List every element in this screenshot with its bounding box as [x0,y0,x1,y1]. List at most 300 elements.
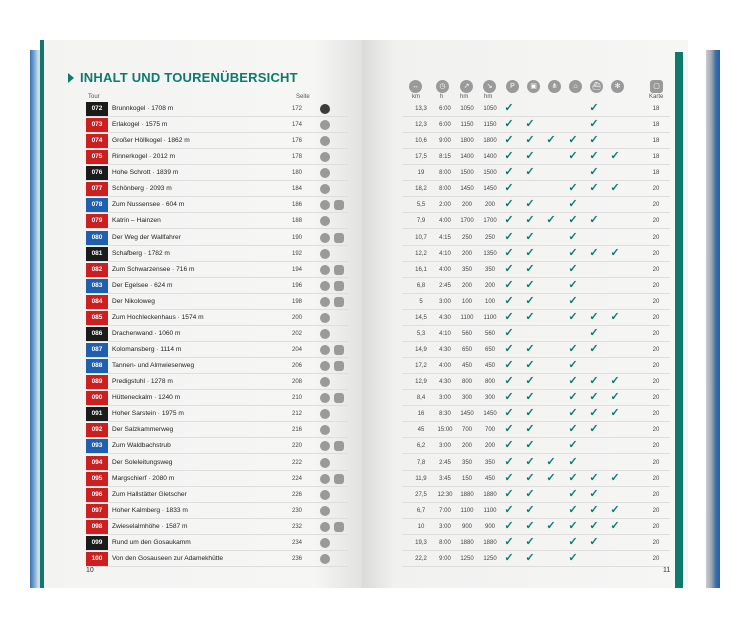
tour-number-badge: 088 [86,359,108,373]
book-edge-right [706,50,720,588]
descent-value: 1150 [483,122,497,128]
checkmark-icon: ✓ [589,102,599,114]
tour-row-left [86,407,348,422]
tour-row-right [402,134,670,149]
checkmark-icon: ✓ [525,520,535,532]
difficulty-icon [320,361,330,371]
checkmark-icon: ✓ [525,504,535,516]
tour-name: Der Weg der Wallfahrer [112,234,181,241]
tour-row-left [86,231,348,246]
duration-value: 6:00 [439,106,451,112]
checkmark-icon: ✓ [589,423,599,435]
distance-value: 14,5 [415,315,427,321]
checkmark-icon: ✓ [525,343,535,355]
distance-value: 6,2 [416,443,426,449]
checkmark-icon: ✓ [568,150,578,162]
difficulty-icon [320,506,330,516]
map-number: 20 [652,267,660,273]
ascent-value: 1880 [460,540,474,546]
checkmark-icon: ✓ [568,263,578,275]
checkmark-icon: ✓ [568,214,578,226]
checkmark-icon: ✓ [610,472,620,484]
checkmark-icon: ✓ [568,343,578,355]
checkmark-icon: ✓ [589,247,599,259]
descent-value: 1450 [483,186,497,192]
distance-value: 10,7 [415,235,427,241]
map-number: 20 [652,492,660,498]
tour-number-badge: 078 [86,198,108,212]
checkmark-icon: ✓ [525,134,535,146]
checkmark-icon: ✓ [568,407,578,419]
tour-name: Katrin – Hainzen [112,217,161,224]
ascent-value: 1100 [460,315,474,321]
checkmark-icon: ✓ [589,520,599,532]
difficulty-icon [320,120,330,130]
checkmark-icon: ✓ [504,134,514,146]
ascent-value: 700 [461,427,472,433]
tour-row-left [86,359,348,374]
ascent-value: 650 [461,347,472,353]
tour-number-badge: 077 [86,182,108,196]
descent-value: 1100 [483,508,497,514]
tour-row-right [402,279,670,294]
duration-value: 12:30 [437,492,453,498]
duration-value: 3:45 [439,476,451,482]
checkmark-icon: ✓ [568,295,578,307]
ascent-value: 300 [461,395,472,401]
tour-page-number: 180 [291,170,302,176]
checkmark-icon: ✓ [504,166,514,178]
map-number: 20 [652,524,660,530]
checkmark-icon: ✓ [546,214,556,226]
tour-name: Hoher Kalmberg · 1833 m [112,507,188,514]
clock-icon: ◷ [436,80,449,93]
tour-name: Drachenwand · 1060 m [112,330,181,337]
tour-row-left [86,166,348,181]
family-bear-icon [334,265,344,275]
map-number: 18 [652,106,660,112]
map-number: 18 [652,138,660,144]
distance-value: 19 [417,170,425,176]
tour-row-right [402,456,670,471]
tour-name: Von den Gosauseen zur Adamekhütte [112,555,224,562]
tour-number-badge: 086 [86,327,108,341]
ascent-value: 1800 [460,138,474,144]
tour-row-right [402,343,670,358]
tour-number-badge: 087 [86,343,108,357]
checkmark-icon: ✓ [546,472,556,484]
tour-number-badge: 100 [86,552,108,566]
difficulty-icon [320,522,330,532]
tour-name: Zum Nussensee · 604 m [112,201,185,208]
map-number: 20 [652,476,660,482]
tour-row-left [86,391,348,406]
duration-value: 8:00 [439,186,451,192]
tour-name: Zum Hallstätter Gletscher [112,491,187,498]
tour-row-left [86,327,348,342]
hm-up-header: hm [460,94,469,100]
checkmark-icon: ✓ [589,182,599,194]
family-bear-icon [334,233,344,243]
tour-row-left [86,504,348,519]
checkmark-icon: ✓ [504,118,514,130]
tour-row-right [402,504,670,519]
checkmark-icon: ✓ [504,407,514,419]
map-number: 20 [652,218,660,224]
difficulty-icon [320,474,330,484]
checkmark-icon: ✓ [589,134,599,146]
tour-page-number: 234 [291,540,302,546]
tour-row-right [402,166,670,181]
distance-value: 12,3 [415,122,427,128]
checkmark-icon: ✓ [568,182,578,194]
duration-value: 4:00 [439,267,451,273]
tour-row-right [402,214,670,229]
descent-value: 100 [484,299,495,305]
distance-value: 11,9 [415,476,427,482]
difficulty-icon [320,184,330,194]
tour-page-number: 200 [291,315,302,321]
tour-row-left [86,102,348,117]
difficulty-icon [320,490,330,500]
duration-value: 4:30 [439,315,451,321]
h-header: h [440,94,444,100]
tour-row-right [402,102,670,117]
tour-page-number: 190 [291,235,302,241]
difficulty-icon [320,538,330,548]
duration-value: 3:00 [439,443,451,449]
tour-number-badge: 085 [86,311,108,325]
tour-row-right [402,488,670,503]
difficulty-icon [320,281,330,291]
tour-page-number: 186 [291,202,302,208]
descent-value: 1880 [483,492,497,498]
difficulty-dark-icon [320,104,330,114]
tour-row-left [86,488,348,503]
duration-value: 4:15 [439,235,451,241]
km-header: km [412,94,420,100]
checkmark-icon: ✓ [504,439,514,451]
checkmark-icon: ✓ [525,118,535,130]
checkmark-icon: ✓ [589,327,599,339]
tour-number-badge: 072 [86,102,108,116]
tour-name: Rund um den Gosaukamm [112,539,191,546]
checkmark-icon: ✓ [589,472,599,484]
descent-value: 350 [484,460,495,466]
ascent-value: 1100 [460,508,474,514]
descent-value: 1350 [483,251,497,257]
tour-page-number: 224 [291,476,302,482]
checkmark-icon: ✓ [504,247,514,259]
tour-page-number: 192 [291,251,302,257]
family-bear-icon [334,200,344,210]
descent-value: 1700 [483,218,497,224]
tour-column-header: Tour [88,94,100,100]
duration-value: 9:00 [439,556,451,562]
distance-value: 13,3 [415,106,427,112]
tour-number-badge: 082 [86,263,108,277]
tour-number-badge: 095 [86,472,108,486]
tour-page-number: 194 [291,267,302,273]
difficulty-icon [320,441,330,451]
checkmark-icon: ✓ [610,150,620,162]
descent-value: 1450 [483,411,497,417]
duration-value: 9:00 [439,138,451,144]
checkmark-icon: ✓ [525,439,535,451]
duration-value: 4:10 [439,331,451,337]
duration-value: 4:10 [439,251,451,257]
tour-row-right [402,407,670,422]
descent-value: 350 [484,267,495,273]
descent-value: 250 [484,235,495,241]
difficulty-icon [320,554,330,564]
duration-value: 7:00 [439,508,451,514]
checkmark-icon: ✓ [504,198,514,210]
tour-name: Der Egelsee · 624 m [112,282,173,289]
tour-row-left [86,456,348,471]
checkmark-icon: ✓ [525,488,535,500]
checkmark-icon: ✓ [568,311,578,323]
checkmark-icon: ✓ [546,456,556,468]
checkmark-icon: ✓ [525,198,535,210]
checkmark-icon: ✓ [525,552,535,564]
checkmark-icon: ✓ [525,456,535,468]
tour-row-left [86,214,348,229]
family-bear-icon [334,297,344,307]
checkmark-icon: ✓ [546,134,556,146]
duration-value: 4:30 [439,379,451,385]
page-number-left: 10 [86,567,94,574]
map-number: 20 [652,460,660,466]
distance-value: 17,2 [415,363,427,369]
map-number: 20 [652,186,660,192]
winter-icon: ✻ [611,80,624,93]
tour-number-badge: 076 [86,166,108,180]
checkmark-icon: ✓ [504,311,514,323]
map-number: 20 [652,347,660,353]
tour-page-number: 212 [291,411,302,417]
difficulty-icon [320,233,330,243]
checkmark-icon: ✓ [589,214,599,226]
difficulty-icon [320,265,330,275]
tour-number-badge: 079 [86,214,108,228]
tour-page-number: 204 [291,347,302,353]
tour-page-number: 216 [291,427,302,433]
tour-number-badge: 096 [86,488,108,502]
tour-row-left [86,552,348,567]
distance-value: 5,3 [416,331,426,337]
difficulty-icon [320,425,330,435]
checkmark-icon: ✓ [568,439,578,451]
descent-value: 800 [484,379,495,385]
map-number: 20 [652,299,660,305]
checkmark-icon: ✓ [610,375,620,387]
map-number: 20 [652,411,660,417]
tour-name: Der Nikoloweg [112,298,155,305]
ascent-value: 1250 [460,556,474,562]
tour-name: Hütteneckalm · 1240 m [112,394,181,401]
distance-value: 5 [419,299,423,305]
checkmark-icon: ✓ [504,472,514,484]
distance-value: 17,5 [415,154,427,160]
checkmark-icon: ✓ [504,423,514,435]
checkmark-icon: ✓ [504,456,514,468]
checkmark-icon: ✓ [589,391,599,403]
ascent-value: 200 [461,251,472,257]
tour-row-right [402,552,670,567]
tour-row-right [402,439,670,454]
tour-page-number: 202 [291,331,302,337]
tour-page-number: 230 [291,508,302,514]
duration-value: 2:45 [439,283,451,289]
map-number: 18 [652,122,660,128]
duration-value: 8:15 [439,154,451,160]
tour-row-left [86,423,348,438]
descent-value: 1800 [483,138,497,144]
duration-value: 8:00 [439,170,451,176]
descent-value: 1400 [483,154,497,160]
ascent-value: 350 [461,460,472,466]
difficulty-icon [320,249,330,259]
ascent-value: 1450 [460,186,474,192]
tour-page-number: 226 [291,492,302,498]
map-number: 20 [652,331,660,337]
ascent-value: 1400 [460,154,474,160]
distance-icon: ↔ [409,80,422,93]
map-number: 20 [652,202,660,208]
checkmark-icon: ✓ [546,520,556,532]
tour-row-right [402,198,670,213]
tour-page-number: 206 [291,363,302,369]
descent-value: 200 [484,283,495,289]
tour-page-number: 172 [291,106,302,112]
checkmark-icon: ✓ [504,231,514,243]
map-number: 18 [652,154,660,160]
checkmark-icon: ✓ [504,504,514,516]
tour-number-badge: 090 [86,391,108,405]
checkmark-icon: ✓ [568,247,578,259]
checkmark-icon: ✓ [504,359,514,371]
checkmark-icon: ✓ [504,263,514,275]
tour-name: Brunnkogel · 1708 m [112,105,174,112]
ascent-value: 900 [461,524,472,530]
descent-value: 200 [484,443,495,449]
checkmark-icon: ✓ [568,504,578,516]
checkmark-icon: ✓ [504,214,514,226]
family-bear-icon [334,345,344,355]
family-bear-icon [334,393,344,403]
checkmark-icon: ✓ [589,166,599,178]
tour-name: Schafberg · 1782 m [112,250,170,257]
tour-page-number: 232 [291,524,302,530]
distance-value: 10,6 [415,138,427,144]
tour-row-left [86,472,348,487]
tour-row-right [402,472,670,487]
hut-icon: ⌂ [569,80,582,93]
distance-value: 16 [417,411,425,417]
distance-value: 14,9 [415,347,427,353]
ascent-value: 200 [461,283,472,289]
parking-icon: P [506,80,519,93]
distance-value: 12,9 [415,379,427,385]
checkmark-icon: ✓ [610,407,620,419]
difficulty-icon [320,377,330,387]
map-number: 20 [652,556,660,562]
family-bear-icon [334,522,344,532]
map-number: 20 [652,508,660,514]
descent-value: 900 [484,524,495,530]
tour-row-right [402,327,670,342]
tour-page-number: 236 [291,556,302,562]
checkmark-icon: ✓ [568,520,578,532]
tour-name: Großer Höllkogel · 1862 m [112,137,190,144]
checkmark-icon: ✓ [525,279,535,291]
checkmark-icon: ✓ [504,182,514,194]
checkmark-icon: ✓ [504,552,514,564]
tour-row-left [86,343,348,358]
tour-name: Tannen- und Almwiesenweg [112,362,195,369]
tour-row-left [86,198,348,213]
distance-value: 5,5 [416,202,426,208]
descent-value: 450 [484,363,495,369]
tour-number-badge: 093 [86,439,108,453]
tour-name: Predigstuhl · 1278 m [112,378,173,385]
tour-row-left [86,247,348,262]
tour-row-right [402,247,670,262]
tour-row-right [402,295,670,310]
tour-number-badge: 098 [86,520,108,534]
checkmark-icon: ✓ [568,231,578,243]
ascent-value: 800 [461,379,472,385]
tour-row-left [86,520,348,535]
descent-value: 1880 [483,540,497,546]
tour-row-left [86,295,348,310]
tour-page-number: 196 [291,283,302,289]
checkmark-icon: ✓ [525,472,535,484]
ascent-value: 1700 [460,218,474,224]
descent-value: 1100 [483,315,497,321]
tour-page-number: 184 [291,186,302,192]
descent-value: 1250 [483,556,497,562]
ascent-value: 1050 [460,106,474,112]
checkmark-icon: ✓ [589,150,599,162]
tour-row-left [86,134,348,149]
tour-page-number: 198 [291,299,302,305]
checkmark-icon: ✓ [610,182,620,194]
ascent-value: 450 [461,363,472,369]
checkmark-icon: ✓ [568,391,578,403]
tour-page-number: 174 [291,122,302,128]
checkmark-icon: ✓ [504,150,514,162]
distance-value: 12,2 [415,251,427,257]
tour-row-right [402,359,670,374]
tour-row-left [86,182,348,197]
ascent-value: 100 [461,299,472,305]
checkmark-icon: ✓ [568,536,578,548]
page-title: INHALT UND TOURENÜBERSICHT [80,70,298,85]
left-accent-bar [40,40,44,588]
map-number: 20 [652,315,660,321]
checkmark-icon: ✓ [589,504,599,516]
distance-value: 45 [417,427,425,433]
ascent-value: 1450 [460,411,474,417]
checkmark-icon: ✓ [525,166,535,178]
checkmark-icon: ✓ [568,472,578,484]
difficulty-icon [320,216,330,226]
tour-name: Zum Hochleckenhaus · 1574 m [112,314,204,321]
checkmark-icon: ✓ [610,311,620,323]
tour-row-right [402,423,670,438]
